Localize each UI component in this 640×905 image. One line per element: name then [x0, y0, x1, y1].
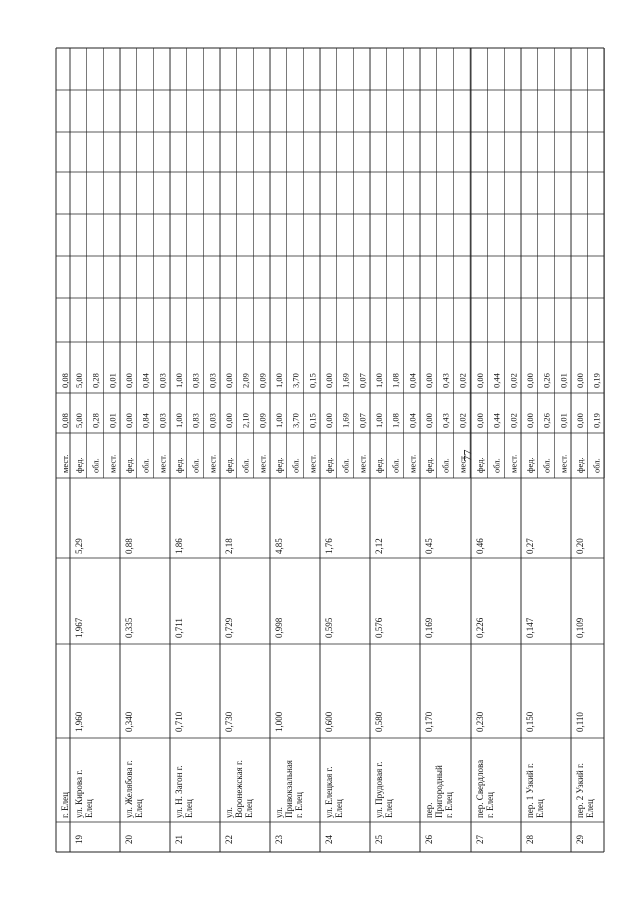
street-name: ул. Кирова г. [74, 769, 84, 818]
subvalue-2: 0,02 [457, 373, 468, 388]
street-name: Елец [334, 799, 344, 818]
subvalue-1: 0,83 [190, 413, 201, 428]
page-number-text: 77 [460, 449, 475, 462]
subvalue-1: 1,00 [174, 413, 184, 428]
row-number: 24 [324, 835, 334, 844]
subvalue-2: 0,00 [124, 373, 134, 388]
subvalue-2: 0,00 [475, 373, 485, 388]
budget-level: обл. [491, 458, 502, 473]
subvalue-2: 0,01 [558, 373, 569, 388]
subvalue-2: 0,19 [591, 373, 602, 388]
subvalue-2: 2,09 [240, 373, 251, 388]
subvalue-1: 0,07 [357, 413, 368, 428]
subvalue-1: 0,02 [508, 413, 519, 428]
budget-level: мест. [157, 454, 168, 473]
value-col-3: 0,45 [424, 538, 434, 554]
value-col-1: 0,600 [324, 711, 334, 732]
street-name: Елец [244, 799, 254, 818]
subvalue-1: 0,84 [140, 413, 151, 428]
subvalue-2: 1,00 [374, 373, 384, 388]
row-number: 29 [575, 835, 585, 844]
subvalue-2: 0,02 [508, 373, 519, 388]
street-name: Елец [84, 799, 94, 818]
value-col-3: 0,46 [475, 538, 485, 554]
budget-level: мест. [457, 454, 468, 473]
budget-level: обл. [541, 458, 552, 473]
value-col-1: 0,110 [575, 712, 585, 732]
row-number: 21 [174, 835, 184, 844]
value-col-2: 0,576 [374, 617, 384, 638]
value-col-2: 0,711 [174, 618, 184, 638]
subvalue-1: 5,00 [74, 413, 84, 428]
subvalue-1: 0,00 [475, 413, 485, 428]
subvalue-2: 0,00 [525, 373, 535, 388]
subvalue-2: 0,00 [575, 373, 585, 388]
subvalue-1: 0,26 [541, 413, 552, 428]
budget-level: мест. [407, 454, 418, 473]
street-name: ул. Желябова г. [124, 760, 134, 818]
subvalue-2: 0,00 [324, 373, 334, 388]
subvalue-1: 0,00 [224, 413, 234, 428]
subvalue-1: 0,44 [491, 413, 502, 428]
street-name: пер. [424, 802, 434, 818]
subvalue-2: 1,08 [390, 373, 401, 388]
subvalue-1: 0,00 [124, 413, 134, 428]
street-name: г. Елец [485, 792, 495, 818]
subvalue-1: 0,19 [591, 413, 602, 428]
street-name: ул. Прудовая г. [374, 761, 384, 818]
value-col-2: 0,109 [575, 617, 585, 638]
value-col-3: 2,18 [224, 538, 234, 554]
subvalue-2: 1,00 [274, 373, 284, 388]
value-col-3: 5,29 [74, 538, 84, 554]
subvalue-2: 0,01 [107, 373, 118, 388]
budget-level: мест. [60, 454, 70, 473]
value-col-2: 0,147 [525, 617, 535, 638]
budget-level: фед. [224, 457, 234, 473]
budget-level: обл. [591, 458, 602, 473]
subvalue-2: 0,07 [357, 373, 368, 388]
subvalue-1: 0,43 [440, 413, 451, 428]
street-name: Елец [384, 799, 394, 818]
subvalue-1: 0,01 [107, 413, 118, 428]
subvalue-2: 0,08 [60, 373, 70, 388]
street-name: Елец [134, 799, 144, 818]
value-col-3: 2,12 [374, 538, 384, 554]
budget-level: фед. [124, 457, 134, 473]
subvalue-1: 0,04 [407, 413, 418, 428]
value-col-2: 0,169 [424, 617, 434, 638]
budget-level: фед. [475, 457, 485, 473]
subvalue-2: 0,84 [140, 373, 151, 388]
budget-level: фед. [525, 457, 535, 473]
street-name: Елец [535, 799, 545, 818]
budget-level: обл. [190, 458, 201, 473]
budget-level: мест. [558, 454, 569, 473]
street-name: пер. Свердлова [475, 759, 485, 818]
value-col-3: 4,85 [274, 538, 284, 554]
street-name: Елец [585, 799, 595, 818]
subvalue-1: 3,70 [290, 413, 301, 428]
subvalue-1: 0,03 [207, 413, 218, 428]
row-number: 23 [274, 835, 284, 844]
subvalue-1: 0,15 [307, 413, 318, 428]
subvalue-2: 0,00 [424, 373, 434, 388]
value-col-1: 0,580 [374, 711, 384, 732]
value-col-2: 0,595 [324, 617, 334, 638]
subvalue-1: 1,69 [340, 413, 351, 428]
value-col-3: 1,86 [174, 538, 184, 554]
street-name: Пригородный [434, 765, 444, 818]
subvalue-1: 0,03 [157, 413, 168, 428]
budget-level: обл. [390, 458, 401, 473]
street-name: Привокзальная [284, 760, 294, 818]
value-col-3: 1,76 [324, 538, 334, 554]
subvalue-1: 0,01 [558, 413, 569, 428]
budget-level: фед. [174, 457, 184, 473]
budget-level: обл. [90, 458, 101, 473]
street-name: пер. 1 Узкий г. [525, 763, 535, 818]
budget-level: фед. [274, 457, 284, 473]
subvalue-2: 1,00 [174, 373, 184, 388]
subvalue-2: 0,03 [207, 373, 218, 388]
subvalue-1: 0,28 [90, 413, 101, 428]
budget-level: мест. [257, 454, 268, 473]
subvalue-2: 0,44 [491, 373, 502, 388]
row-number: 26 [424, 835, 434, 844]
value-col-1: 1,960 [74, 711, 84, 732]
row-number: 19 [74, 835, 84, 844]
value-col-2: 0,226 [475, 617, 485, 638]
budget-level: фед. [374, 457, 384, 473]
budget-level: обл. [290, 458, 301, 473]
subvalue-2: 0,28 [90, 373, 101, 388]
value-col-1: 0,150 [525, 711, 535, 732]
budget-level: мест. [307, 454, 318, 473]
subvalue-2: 0,04 [407, 373, 418, 388]
street-name: г. Елец [60, 792, 70, 818]
row-number: 27 [475, 835, 485, 844]
value-col-2: 1,967 [74, 617, 84, 638]
street-name: г. Елец [444, 792, 454, 818]
budget-level: фед. [74, 457, 84, 473]
value-col-2: 0,998 [274, 617, 284, 638]
subvalue-1: 0,00 [424, 413, 434, 428]
value-col-3: 0,27 [525, 538, 535, 554]
value-col-1: 1,000 [274, 711, 284, 732]
subvalue-1: 0,00 [575, 413, 585, 428]
street-name: г. Елец [294, 792, 304, 818]
subvalue-1: 1,08 [390, 413, 401, 428]
subvalue-2: 0,03 [157, 373, 168, 388]
subvalue-1: 0,00 [324, 413, 334, 428]
value-col-2: 0,335 [124, 617, 134, 638]
street-name: ул. [274, 807, 284, 818]
street-name: ул. [224, 807, 234, 818]
budget-level: мест. [357, 454, 368, 473]
subvalue-2: 1,69 [340, 373, 351, 388]
subvalue-1: 2,10 [240, 413, 251, 428]
value-col-1: 0,340 [124, 711, 134, 732]
budget-level: мест. [107, 454, 118, 473]
subvalue-2: 0,15 [307, 373, 318, 388]
value-col-1: 0,230 [475, 711, 485, 732]
subvalue-2: 0,83 [190, 373, 201, 388]
subvalue-2: 0,09 [257, 373, 268, 388]
row-number: 20 [124, 835, 134, 844]
subvalue-1: 1,00 [274, 413, 284, 428]
budget-level: фед. [324, 457, 334, 473]
street-name: ул. Елецкая г. [324, 766, 334, 818]
subvalue-2: 0,43 [440, 373, 451, 388]
subvalue-1: 0,02 [457, 413, 468, 428]
street-name: Елец [184, 799, 194, 818]
value-col-1: 0,170 [424, 711, 434, 732]
row-number: 25 [374, 835, 384, 844]
row-number: 28 [525, 835, 535, 844]
subvalue-2: 5,00 [74, 373, 84, 388]
subvalue-1: 0,00 [525, 413, 535, 428]
value-col-3: 0,20 [575, 538, 585, 554]
value-col-3: 0,88 [124, 538, 134, 554]
value-col-1: 0,730 [224, 711, 234, 732]
value-col-2: 0,729 [224, 617, 234, 638]
street-name: пер. 2 Узкий г. [575, 763, 585, 818]
budget-level: фед. [424, 457, 434, 473]
budget-level: обл. [340, 458, 351, 473]
budget-level: мест. [207, 454, 218, 473]
street-name: Воронежская г. [234, 760, 244, 818]
row-number: 22 [224, 835, 234, 844]
value-col-1: 0,710 [174, 711, 184, 732]
subvalue-2: 3,70 [290, 373, 301, 388]
budget-level: обл. [240, 458, 251, 473]
subvalue-2: 0,26 [541, 373, 552, 388]
street-name: ул. Н. Загон г. [174, 765, 184, 818]
budget-level: обл. [440, 458, 451, 473]
budget-level: мест. [508, 454, 519, 473]
budget-level: обл. [140, 458, 151, 473]
subvalue-1: 0,08 [60, 413, 70, 428]
subvalue-2: 0,00 [224, 373, 234, 388]
subvalue-1: 1,00 [374, 413, 384, 428]
budget-level: фед. [575, 457, 585, 473]
subvalue-1: 0,09 [257, 413, 268, 428]
